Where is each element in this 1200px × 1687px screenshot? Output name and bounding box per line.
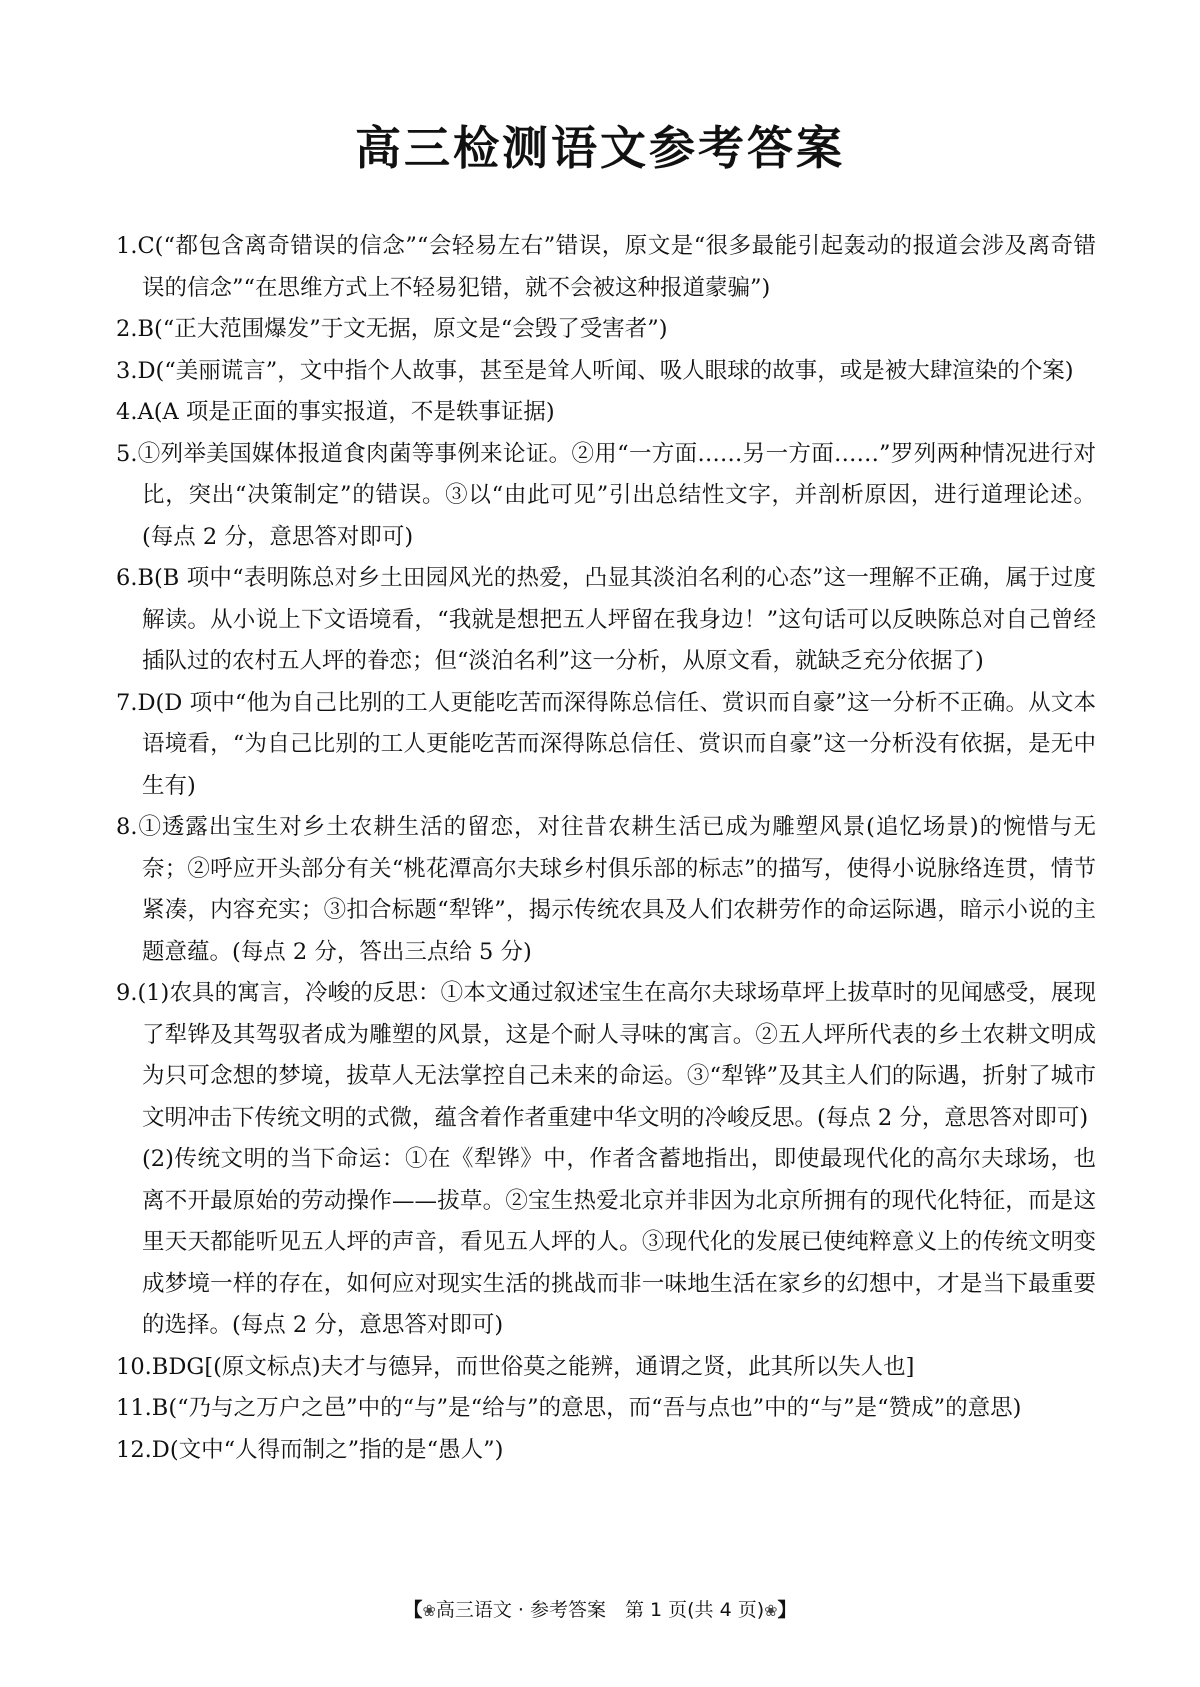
answer-number: 7. [116,689,138,716]
answer-number: 11. [116,1395,152,1421]
answer-number: 3. [116,357,138,384]
answer-text: A(A 项是正面的事实报道，不是轶事证据) [137,399,555,425]
answer-number: 1. [116,233,138,259]
answer-text: ①列举美国媒体报道食肉菌等事例来论证。②用“一方面……另一方面……”罗列两种情况进行对比，突出“决策制定”的错误。③以“由此可见”引出总结性文字，并剖析原因，进行道理论述。(每点 2 分，意思答对即可) [137,440,1096,550]
answer-item-12 [116,1430,1096,1472]
answer-number: 6. [116,565,138,591]
answer-text: C(“都包含离奇错误的信念”“会轻易左右”错误，原文是“很多最能引起轰动的报道会涉及离奇错误的信念”“在思维方式上不轻易犯错，就不会被这种报道蒙骗”) [137,233,1096,301]
answer-number: 10. [116,1353,152,1380]
answer-number: 12. [116,1436,152,1463]
answer-number: 9. [116,980,138,1006]
answer-item-7 [116,683,1096,808]
answer-item-5 [116,434,1096,559]
answer-item-9 [116,973,1096,1139]
answer-text: B(B 项中“表明陈总对乡土田园风光的热爱，凸显其淡泊名利的心态”这一理解不正确，属于过度解读。从小说上下文语境看，“我就是想把五人坪留在我身边！”这句话可以反映陈总对自己曾经插队过的农村五人坪的眷恋；但“淡泊名利”这一分析，从原文看，就缺乏充分依据了) [137,565,1096,674]
answer-item-8 [116,807,1096,973]
footer-text: 高三语文 · 参考答案 第 1 页(共 4 页) [435,1599,765,1621]
answer-item-10 [116,1347,1096,1389]
page-title: 高三检测语文参考答案 [355,121,845,175]
answer-text: B(“正大范围爆发”于文无据，原文是“会毁了受害者”) [137,316,668,342]
answer-text: B(“乃与之万户之邑”中的“与”是“给与”的意思，而“吾与点也”中的“与”是“赞成”的意思) [151,1395,1022,1421]
answer-item-3 [116,351,1096,393]
answer-item-1 [116,226,1096,309]
answer-item-4 [116,392,1096,434]
page-footer [0,1596,1200,1625]
answer-number: 5. [116,440,138,467]
answer-text: ①透露出宝生对乡土农耕生活的留恋，对往昔农耕生活已成为雕塑风景(追忆场景)的惋惜与无奈；②呼应开头部分有关“桃花潭高尔夫球乡村俱乐部的标志”的描写，使得小说脉络连贯，情节紧凑，内容充实；③扣合标题“犁铧”，揭示传统农具及人们农耕劳作的命运际遇，暗示小说的主题意蕴。(每点 2 分，答出三点给 5 分) [137,814,1096,965]
answer-text: (1)农具的寓言，冷峻的反思：①本文通过叙述宝生在高尔夫球场草坪上拔草时的见闻感受，展现了犁铧及其驾驭者成为雕塑的风景，这是个耐人寻味的寓言。②五人坪所代表的乡土农耕文明成为只可念想的梦境，拔草人无法掌控自己未来的命运。③“犁铧”及其主人们的际遇，折射了城市文明冲击下传统文明的式微，蕴含着作者重建中华文明的冷峻反思。(每点 2 分，意思答对即可) [137,980,1096,1131]
answer-item-2 [116,309,1096,351]
answer-item-6 [116,558,1096,683]
answer-text: D(D 项中“他为自己比别的工人更能吃苦而深得陈总信任、赏识而自豪”这一分析不正确。从文本语境看，“为自己比别的工人更能吃苦而深得陈总信任、赏识而自豪”这一分析没有依据，是无中生有) [137,689,1096,799]
answer-item-9-part-2: (2)传统文明的当下命运：①在《犁铧》中，作者含蓄地指出，即使最现代化的高尔夫球场，也离不开最原始的劳动操作——拔草。②宝生热爱北京并非因为北京所拥有的现代化特征，而是这里天天都能听见五人坪的声音，看见五人坪的人。③现代化的发展已使纯粹意义上的传统文明变成梦境一样的存在，如何应对现实生活的挑战而非一味地生活在家乡的幻想中，才是当下最重要的选择。(每点 2 分，意思答对即可) [142,1146,1096,1338]
answer-number: 8. [116,814,138,840]
flower-icon: ❀ [764,1601,778,1620]
answer-text: D(文中“人得而制之”指的是“愚人”) [151,1436,504,1463]
answer-item-11 [116,1388,1096,1430]
answer-text: D(“美丽谎言”，文中指个人故事，甚至是耸人听闻、吸人眼球的故事，或是被大肆渲染的个案) [137,357,1074,384]
answer-list [116,226,1096,1471]
answer-number: 2. [116,316,138,342]
footer-right-bracket: 】 [777,1599,797,1621]
flower-icon: ❀ [422,1601,436,1620]
footer-left-bracket: 【 [403,1599,423,1621]
answer-number: 4. [116,399,138,425]
answer-text: BDG[(原文标点)夫才与德异，而世俗莫之能辨，通谓之贤，此其所以失人也] [151,1353,915,1380]
